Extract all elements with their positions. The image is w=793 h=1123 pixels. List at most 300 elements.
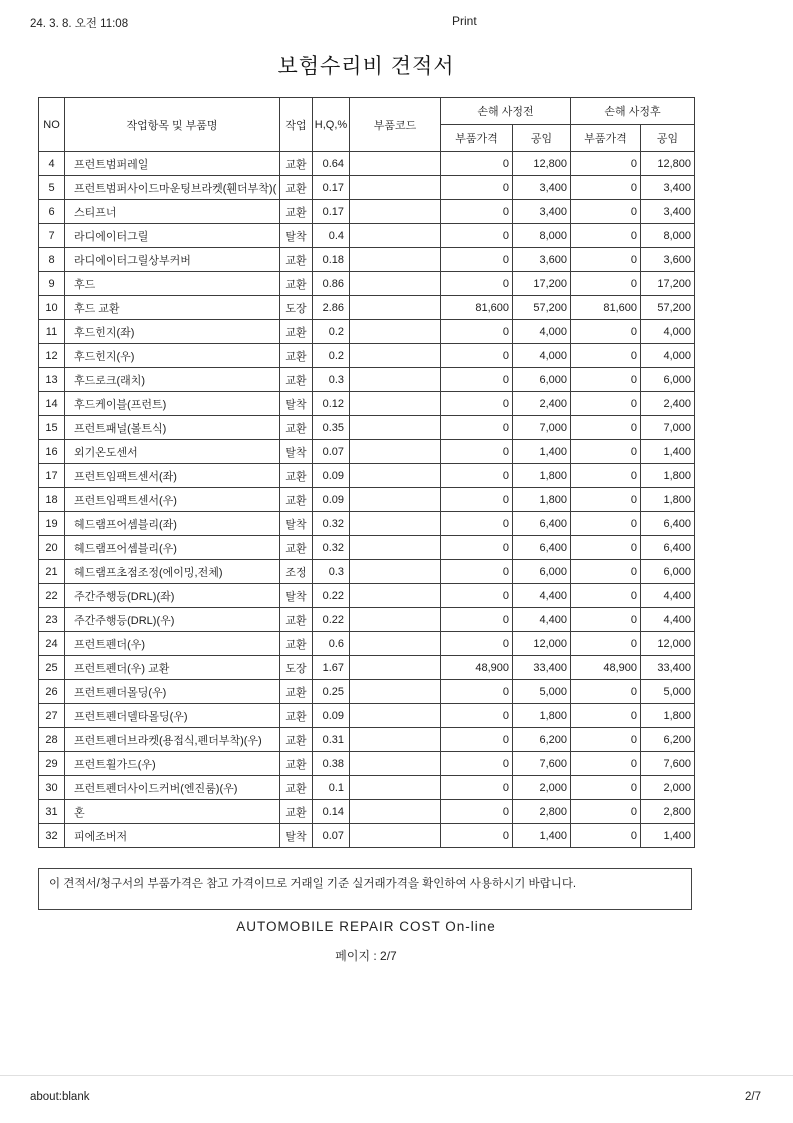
- cell-hq-percent: 0.31: [313, 728, 350, 752]
- cell-part-code: [350, 176, 441, 200]
- cell-part-code: [350, 752, 441, 776]
- cell-work-type: 교환: [280, 152, 313, 176]
- cell-post-part-price: 0: [571, 608, 641, 632]
- cell-pre-labor: 3,400: [513, 176, 571, 200]
- table-row: [39, 776, 695, 800]
- cell-no: 20: [39, 536, 65, 560]
- cell-work-type: 교환: [280, 248, 313, 272]
- cell-post-part-price: 0: [571, 488, 641, 512]
- cell-post-part-price: 0: [571, 752, 641, 776]
- cell-work-type: 교환: [280, 800, 313, 824]
- cell-hq-percent: 2.86: [313, 296, 350, 320]
- cell-post-labor: 2,000: [641, 776, 695, 800]
- cell-hq-percent: 0.3: [313, 368, 350, 392]
- cell-no: 13: [39, 368, 65, 392]
- cell-post-labor: 1,800: [641, 464, 695, 488]
- cell-pre-labor: 3,600: [513, 248, 571, 272]
- cell-post-labor: 6,400: [641, 536, 695, 560]
- cell-hq-percent: 0.2: [313, 320, 350, 344]
- cell-post-part-price: 0: [571, 680, 641, 704]
- cell-work-type: 탈착: [280, 440, 313, 464]
- cell-hq-percent: 0.86: [313, 272, 350, 296]
- cell-pre-labor: 6,200: [513, 728, 571, 752]
- cell-post-labor: 8,000: [641, 224, 695, 248]
- cell-pre-part-price: 0: [441, 272, 513, 296]
- table-row: [39, 200, 695, 224]
- cell-pre-labor: 1,400: [513, 824, 571, 848]
- cell-pre-labor: 2,400: [513, 392, 571, 416]
- cell-no: 5: [39, 176, 65, 200]
- cell-pre-part-price: 0: [441, 176, 513, 200]
- cell-pre-part-price: 0: [441, 440, 513, 464]
- cell-no: 9: [39, 272, 65, 296]
- cell-post-part-price: 0: [571, 464, 641, 488]
- cell-part-code: [350, 224, 441, 248]
- cell-pre-part-price: 0: [441, 632, 513, 656]
- cell-work-type: 도장: [280, 656, 313, 680]
- table-row: [39, 344, 695, 368]
- table-row: [39, 392, 695, 416]
- cell-post-part-price: 0: [571, 512, 641, 536]
- table-row: [39, 632, 695, 656]
- cell-work-type: 탈착: [280, 824, 313, 848]
- cell-no: 12: [39, 344, 65, 368]
- table-row: [39, 272, 695, 296]
- cell-part-name: 후드힌지(우): [65, 344, 280, 368]
- table-row: [39, 608, 695, 632]
- cell-pre-part-price: 0: [441, 368, 513, 392]
- cell-post-part-price: 0: [571, 584, 641, 608]
- table-row: [39, 752, 695, 776]
- cell-pre-part-price: 0: [441, 392, 513, 416]
- cell-pre-labor: 2,800: [513, 800, 571, 824]
- cell-post-part-price: 0: [571, 368, 641, 392]
- notice-text: 이 견적서/청구서의 부품가격은 참고 가격이므로 거래일 기준 실거래가격을 확인하여 사용하시기 바랍니다.: [49, 878, 577, 890]
- cell-pre-part-price: 0: [441, 776, 513, 800]
- table-row: [39, 296, 695, 320]
- cell-part-name: 프런트펜더델타몰딩(우): [65, 704, 280, 728]
- cell-work-type: 교환: [280, 416, 313, 440]
- cell-part-name: 헤드램프초점조정(에이밍,전체): [65, 560, 280, 584]
- cell-post-part-price: 81,600: [571, 296, 641, 320]
- table-row: [39, 560, 695, 584]
- cell-hq-percent: 0.07: [313, 824, 350, 848]
- cell-hq-percent: 0.09: [313, 464, 350, 488]
- cell-pre-part-price: 0: [441, 560, 513, 584]
- cell-pre-labor: 4,000: [513, 344, 571, 368]
- cell-pre-labor: 7,000: [513, 416, 571, 440]
- cell-part-name: 헤드램프어셈블리(우): [65, 536, 280, 560]
- cell-post-part-price: 0: [571, 272, 641, 296]
- cell-post-part-price: 0: [571, 152, 641, 176]
- cell-pre-part-price: 81,600: [441, 296, 513, 320]
- cell-part-name: 프런트펜더사이드커버(엔진룸)(우): [65, 776, 280, 800]
- cell-work-type: 교환: [280, 344, 313, 368]
- service-name: AUTOMOBILE REPAIR COST On-line: [236, 919, 496, 934]
- notice-box: [38, 868, 692, 910]
- cell-pre-labor: 5,000: [513, 680, 571, 704]
- table-row: [39, 464, 695, 488]
- cell-part-code: [350, 320, 441, 344]
- cell-post-labor: 7,600: [641, 752, 695, 776]
- cell-hq-percent: 0.38: [313, 752, 350, 776]
- cell-hq-percent: 0.12: [313, 392, 350, 416]
- cell-part-code: [350, 704, 441, 728]
- cell-work-type: 교환: [280, 272, 313, 296]
- page-indicator: 페이지 : 2/7: [335, 949, 397, 963]
- cell-no: 18: [39, 488, 65, 512]
- cell-part-code: [350, 440, 441, 464]
- cell-pre-labor: 4,000: [513, 320, 571, 344]
- cell-work-type: 교환: [280, 464, 313, 488]
- cell-no: 22: [39, 584, 65, 608]
- cell-post-part-price: 0: [571, 536, 641, 560]
- cell-part-code: [350, 296, 441, 320]
- cell-part-code: [350, 368, 441, 392]
- table-row: [39, 248, 695, 272]
- cell-pre-labor: 1,800: [513, 488, 571, 512]
- estimate-table-wrapper: [38, 97, 695, 848]
- cell-pre-labor: 8,000: [513, 224, 571, 248]
- cell-part-code: [350, 560, 441, 584]
- cell-pre-part-price: 0: [441, 320, 513, 344]
- cell-part-name: 후드힌지(좌): [65, 320, 280, 344]
- estimate-table: [38, 97, 695, 848]
- cell-no: 24: [39, 632, 65, 656]
- cell-part-name: 프런트휠가드(우): [65, 752, 280, 776]
- cell-pre-part-price: 0: [441, 584, 513, 608]
- cell-part-code: [350, 800, 441, 824]
- header-post-part-price: 부품가격: [571, 125, 641, 152]
- cell-post-part-price: 48,900: [571, 656, 641, 680]
- cell-part-code: [350, 152, 441, 176]
- cell-post-labor: 3,600: [641, 248, 695, 272]
- cell-post-labor: 1,400: [641, 824, 695, 848]
- cell-post-part-price: 0: [571, 392, 641, 416]
- cell-pre-labor: 33,400: [513, 656, 571, 680]
- cell-post-labor: 3,400: [641, 200, 695, 224]
- cell-hq-percent: 0.6: [313, 632, 350, 656]
- cell-post-labor: 2,400: [641, 392, 695, 416]
- cell-work-type: 교환: [280, 776, 313, 800]
- footer-page-number: 2/7: [745, 1091, 761, 1103]
- cell-no: 16: [39, 440, 65, 464]
- cell-no: 28: [39, 728, 65, 752]
- header-pre-labor: 공임: [513, 125, 571, 152]
- table-row: [39, 800, 695, 824]
- cell-pre-part-price: 0: [441, 416, 513, 440]
- cell-part-code: [350, 200, 441, 224]
- cell-pre-labor: 57,200: [513, 296, 571, 320]
- cell-part-name: 후드케이블(프런트): [65, 392, 280, 416]
- cell-post-labor: 4,000: [641, 344, 695, 368]
- cell-post-part-price: 0: [571, 320, 641, 344]
- cell-part-name: 프런트범퍼레일: [65, 152, 280, 176]
- cell-no: 8: [39, 248, 65, 272]
- cell-part-code: [350, 488, 441, 512]
- cell-post-part-price: 0: [571, 776, 641, 800]
- cell-work-type: 교환: [280, 176, 313, 200]
- cell-part-code: [350, 464, 441, 488]
- cell-work-type: 교환: [280, 608, 313, 632]
- table-row: [39, 656, 695, 680]
- cell-no: 31: [39, 800, 65, 824]
- document-title: 보험수리비 견적서: [277, 55, 455, 78]
- cell-part-code: [350, 344, 441, 368]
- cell-pre-labor: 12,000: [513, 632, 571, 656]
- cell-work-type: 교환: [280, 536, 313, 560]
- cell-part-name: 프런트임팩트센서(우): [65, 488, 280, 512]
- cell-work-type: 교환: [280, 368, 313, 392]
- cell-post-labor: 6,200: [641, 728, 695, 752]
- cell-hq-percent: 0.25: [313, 680, 350, 704]
- footer-url: about:blank: [30, 1091, 90, 1103]
- cell-part-name: 피에조버저: [65, 824, 280, 848]
- cell-no: 17: [39, 464, 65, 488]
- cell-part-code: [350, 608, 441, 632]
- cell-hq-percent: 0.64: [313, 152, 350, 176]
- cell-no: 19: [39, 512, 65, 536]
- cell-no: 26: [39, 680, 65, 704]
- cell-pre-labor: 7,600: [513, 752, 571, 776]
- table-row: [39, 488, 695, 512]
- cell-pre-part-price: 0: [441, 752, 513, 776]
- cell-pre-part-price: 0: [441, 704, 513, 728]
- cell-part-name: 프런트펜더(우) 교환: [65, 656, 280, 680]
- cell-post-part-price: 0: [571, 632, 641, 656]
- cell-part-name: 프런트펜더브라켓(용접식,펜더부착)(우): [65, 728, 280, 752]
- cell-work-type: 도장: [280, 296, 313, 320]
- cell-pre-part-price: 0: [441, 728, 513, 752]
- cell-pre-labor: 17,200: [513, 272, 571, 296]
- cell-post-labor: 4,000: [641, 320, 695, 344]
- cell-post-labor: 12,800: [641, 152, 695, 176]
- cell-no: 7: [39, 224, 65, 248]
- cell-hq-percent: 0.07: [313, 440, 350, 464]
- cell-part-name: 프런트펜더(우): [65, 632, 280, 656]
- cell-part-code: [350, 416, 441, 440]
- cell-pre-labor: 6,000: [513, 368, 571, 392]
- cell-no: 6: [39, 200, 65, 224]
- cell-part-code: [350, 584, 441, 608]
- cell-part-code: [350, 272, 441, 296]
- header-pre-assessment: 손해 사정전: [441, 98, 571, 125]
- cell-work-type: 교환: [280, 320, 313, 344]
- cell-part-name: 주간주행등(DRL)(우): [65, 608, 280, 632]
- cell-no: 21: [39, 560, 65, 584]
- cell-hq-percent: 1.67: [313, 656, 350, 680]
- cell-post-labor: 17,200: [641, 272, 695, 296]
- cell-hq-percent: 0.35: [313, 416, 350, 440]
- header-no: NO: [39, 98, 65, 152]
- table-row: [39, 368, 695, 392]
- cell-post-part-price: 0: [571, 248, 641, 272]
- cell-pre-part-price: 0: [441, 248, 513, 272]
- cell-pre-labor: 12,800: [513, 152, 571, 176]
- cell-part-name: 라디에이터그릴: [65, 224, 280, 248]
- cell-pre-labor: 1,800: [513, 464, 571, 488]
- table-row: [39, 728, 695, 752]
- cell-hq-percent: 0.3: [313, 560, 350, 584]
- cell-work-type: 조정: [280, 560, 313, 584]
- cell-post-labor: 6,000: [641, 368, 695, 392]
- table-row: [39, 680, 695, 704]
- cell-pre-part-price: 0: [441, 224, 513, 248]
- header-item: 작업항목 및 부품명: [65, 98, 280, 152]
- cell-pre-labor: 6,400: [513, 512, 571, 536]
- print-datetime: 24. 3. 8. 오전 11:08: [30, 18, 129, 30]
- cell-post-part-price: 0: [571, 824, 641, 848]
- cell-work-type: 교환: [280, 488, 313, 512]
- table-row: [39, 152, 695, 176]
- cell-no: 4: [39, 152, 65, 176]
- cell-post-labor: 57,200: [641, 296, 695, 320]
- cell-hq-percent: 0.22: [313, 608, 350, 632]
- cell-pre-labor: 2,000: [513, 776, 571, 800]
- table-row: [39, 536, 695, 560]
- cell-part-name: 후드: [65, 272, 280, 296]
- cell-part-code: [350, 536, 441, 560]
- cell-hq-percent: 0.18: [313, 248, 350, 272]
- cell-pre-part-price: 0: [441, 344, 513, 368]
- cell-no: 11: [39, 320, 65, 344]
- cell-part-name: 라디에이터그릴상부커버: [65, 248, 280, 272]
- cell-hq-percent: 0.2: [313, 344, 350, 368]
- cell-pre-part-price: 0: [441, 200, 513, 224]
- cell-pre-part-price: 0: [441, 512, 513, 536]
- cell-work-type: 교환: [280, 752, 313, 776]
- cell-part-code: [350, 776, 441, 800]
- cell-post-labor: 6,000: [641, 560, 695, 584]
- cell-post-labor: 4,400: [641, 584, 695, 608]
- cell-hq-percent: 0.14: [313, 800, 350, 824]
- table-body: [39, 152, 695, 848]
- cell-pre-part-price: 0: [441, 536, 513, 560]
- cell-hq-percent: 0.1: [313, 776, 350, 800]
- cell-post-part-price: 0: [571, 224, 641, 248]
- cell-no: 14: [39, 392, 65, 416]
- header-post-assessment: 손해 사정후: [571, 98, 695, 125]
- cell-part-code: [350, 248, 441, 272]
- cell-work-type: 탈착: [280, 584, 313, 608]
- cell-pre-part-price: 0: [441, 608, 513, 632]
- cell-part-name: 헤드램프어셈블리(좌): [65, 512, 280, 536]
- table-row: [39, 440, 695, 464]
- cell-pre-labor: 4,400: [513, 584, 571, 608]
- footer-divider: [0, 1075, 793, 1076]
- cell-work-type: 탈착: [280, 224, 313, 248]
- header-work: 작업: [280, 98, 313, 152]
- table-row: [39, 824, 695, 848]
- cell-work-type: 교환: [280, 200, 313, 224]
- cell-part-name: 프런트펜더몰딩(우): [65, 680, 280, 704]
- cell-work-type: 교환: [280, 728, 313, 752]
- cell-pre-labor: 1,400: [513, 440, 571, 464]
- cell-work-type: 탈착: [280, 392, 313, 416]
- cell-post-labor: 4,400: [641, 608, 695, 632]
- cell-part-name: 후드 교환: [65, 296, 280, 320]
- cell-no: 10: [39, 296, 65, 320]
- cell-part-name: 스티프너: [65, 200, 280, 224]
- cell-post-labor: 6,400: [641, 512, 695, 536]
- table-row: [39, 176, 695, 200]
- cell-post-part-price: 0: [571, 800, 641, 824]
- table-row: [39, 512, 695, 536]
- cell-post-part-price: 0: [571, 728, 641, 752]
- table-header: [39, 98, 695, 152]
- cell-no: 15: [39, 416, 65, 440]
- cell-part-code: [350, 392, 441, 416]
- header-part-code: 부품코드: [350, 98, 441, 152]
- cell-pre-labor: 4,400: [513, 608, 571, 632]
- cell-pre-part-price: 0: [441, 464, 513, 488]
- cell-pre-labor: 6,400: [513, 536, 571, 560]
- cell-part-name: 후드로크(래치): [65, 368, 280, 392]
- cell-hq-percent: 0.4: [313, 224, 350, 248]
- cell-hq-percent: 0.17: [313, 200, 350, 224]
- cell-hq-percent: 0.32: [313, 536, 350, 560]
- header-post-labor: 공임: [641, 125, 695, 152]
- header-hq: H,Q,%: [313, 98, 350, 152]
- cell-post-labor: 1,400: [641, 440, 695, 464]
- cell-pre-part-price: 0: [441, 488, 513, 512]
- cell-hq-percent: 0.09: [313, 488, 350, 512]
- cell-post-labor: 7,000: [641, 416, 695, 440]
- cell-hq-percent: 0.09: [313, 704, 350, 728]
- cell-post-part-price: 0: [571, 440, 641, 464]
- cell-pre-part-price: 0: [441, 824, 513, 848]
- cell-post-labor: 1,800: [641, 488, 695, 512]
- cell-part-code: [350, 824, 441, 848]
- cell-no: 27: [39, 704, 65, 728]
- cell-post-labor: 33,400: [641, 656, 695, 680]
- table-row: [39, 224, 695, 248]
- cell-no: 25: [39, 656, 65, 680]
- table-row: [39, 416, 695, 440]
- cell-hq-percent: 0.17: [313, 176, 350, 200]
- cell-pre-part-price: 0: [441, 800, 513, 824]
- cell-work-type: 교환: [280, 704, 313, 728]
- table-row: [39, 704, 695, 728]
- cell-pre-labor: 1,800: [513, 704, 571, 728]
- cell-pre-labor: 3,400: [513, 200, 571, 224]
- cell-hq-percent: 0.32: [313, 512, 350, 536]
- cell-post-part-price: 0: [571, 416, 641, 440]
- cell-work-type: 교환: [280, 632, 313, 656]
- cell-part-name: 프런트범퍼사이드마운팅브라켓(휀더부착)(: [65, 176, 280, 200]
- cell-work-type: 교환: [280, 680, 313, 704]
- cell-post-part-price: 0: [571, 176, 641, 200]
- cell-post-part-price: 0: [571, 344, 641, 368]
- cell-post-part-price: 0: [571, 560, 641, 584]
- cell-post-labor: 12,000: [641, 632, 695, 656]
- cell-part-code: [350, 656, 441, 680]
- cell-work-type: 탈착: [280, 512, 313, 536]
- cell-pre-part-price: 48,900: [441, 656, 513, 680]
- cell-hq-percent: 0.22: [313, 584, 350, 608]
- cell-part-code: [350, 680, 441, 704]
- cell-pre-labor: 6,000: [513, 560, 571, 584]
- cell-part-code: [350, 632, 441, 656]
- table-row: [39, 320, 695, 344]
- cell-post-labor: 5,000: [641, 680, 695, 704]
- cell-part-name: 혼: [65, 800, 280, 824]
- cell-part-code: [350, 728, 441, 752]
- header-pre-part-price: 부품가격: [441, 125, 513, 152]
- cell-pre-part-price: 0: [441, 680, 513, 704]
- cell-no: 23: [39, 608, 65, 632]
- cell-pre-part-price: 0: [441, 152, 513, 176]
